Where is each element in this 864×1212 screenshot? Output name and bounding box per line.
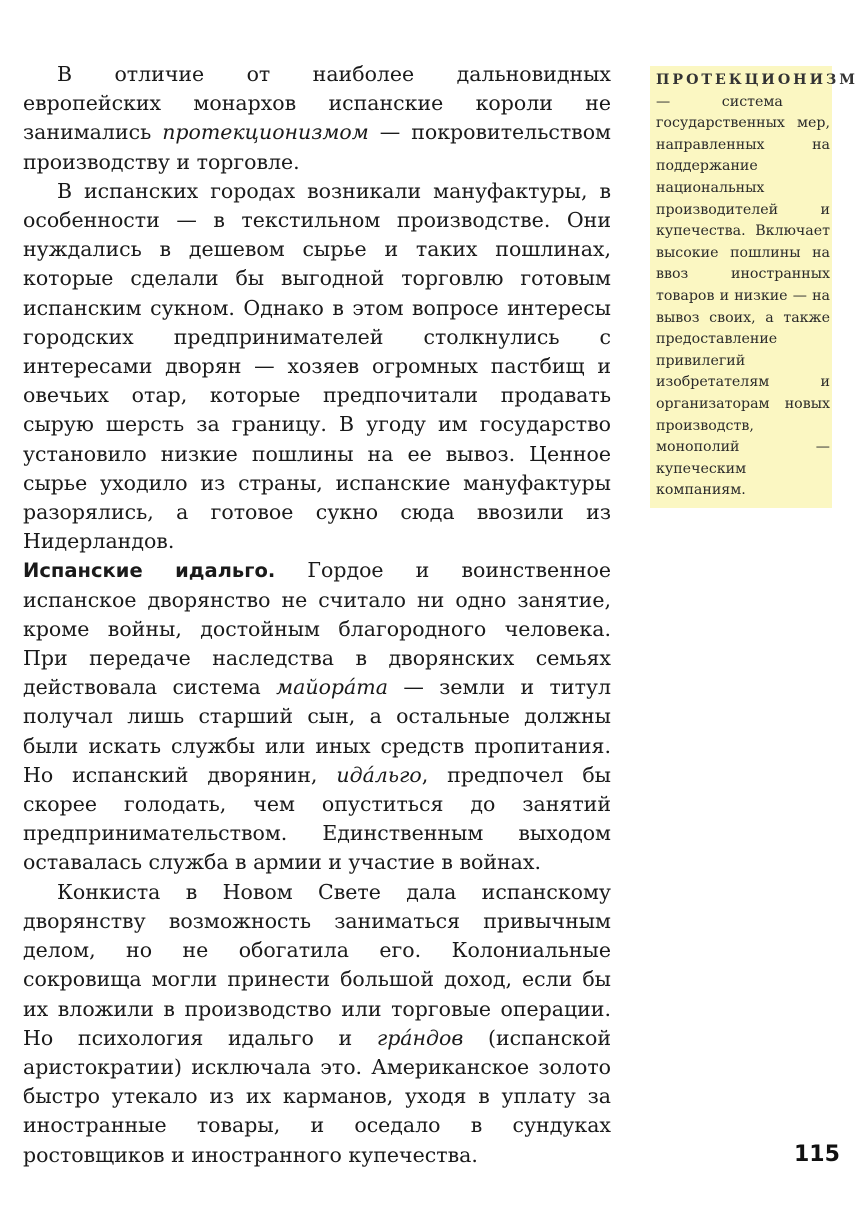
paragraph-text: Гордое и воинственное испанское дворянство не считало ни одно занятие, кроме войны, достойным благородного человека. При передаче наследства в дворянских семьях действовала система [23, 558, 611, 700]
glossary-sidebar [650, 66, 858, 508]
paragraph-text: — земли и титул получал лишь старший сын, а остальные должны были искать службы или иных средств пропитания. Но испанский дворянин, [23, 675, 611, 787]
term-hidalgo: ида́льго [336, 762, 422, 787]
paragraph-text: В отличие от наиболее дальновидных европейских монархов испанские короли не занимались [23, 62, 611, 145]
main-text-column [23, 60, 611, 1170]
paragraph-text: , предпочел бы скорее голодать, чем опуститься до занятий предпринимательством. Единственным выходом оставалась служба в армии и участие в войнах. [23, 762, 611, 875]
term-protectionism: протекционизмом [162, 120, 369, 145]
glossary-term: ПРОТЕКЦИОНИЗМ [656, 72, 858, 88]
paragraph-text: — покровительством производству и торговле. [23, 120, 611, 174]
paragraph-protectionism-intro [23, 60, 611, 177]
term-grandes: гра́ндов [376, 1025, 464, 1050]
page-number: 115 [794, 1142, 840, 1167]
paragraph-text: (испанской аристократии) исключала это. Американское золото быстро утекало из их карманов, уходя в уплату за иностранные товары, и оседало в сундуках ростовщиков и иностранного купечества. [23, 1025, 611, 1167]
paragraph-manufactures [23, 177, 611, 557]
term-mayorat: майора́та [276, 675, 388, 700]
paragraph-conquista [23, 878, 611, 1170]
paragraph-text: Конкиста в Новом Свете дала испанскому дворянству возможность заниматься привычным делом, но не обогатила его. Колониальные сокровища могли принести большой доход, если бы их вложили в производство или торговые операции. Но психология идальго и [23, 879, 611, 1050]
glossary-definition: — система государственных мер, направленных на поддержание национальных производителей и купечества. Включает высокие пошлины на ввоз иностранных товаров и низкие — на вывоз своих, а также предоставление привилегий изобретателям и организаторам новых производств, монополий — купеческим компаниям. [656, 93, 830, 499]
paragraph-text: В испанских городах возникали мануфактуры, в особенности — в текстильном производстве. Они нуждались в дешевом сырье и таких пошлинах, которые сделали бы выгодной торговлю готовым испанским сукном. Однако в этом вопросе интересы городских предпринимателей столкнулись с интересами дворян — хозяев огромных пастбищ и овечьих отар, которые предпочитали продавать сырую шерсть за границу. В угоду им государство установило низкие пошлины на ее вывоз. Ценное сырье уходило из страны, испанские мануфактуры разорялись, а готовое сукно сюда ввозили из Нидерландов. [23, 178, 611, 554]
paragraph-hidalgo [23, 556, 611, 877]
section-heading-hidalgo: Испанские идальго. [23, 559, 276, 583]
